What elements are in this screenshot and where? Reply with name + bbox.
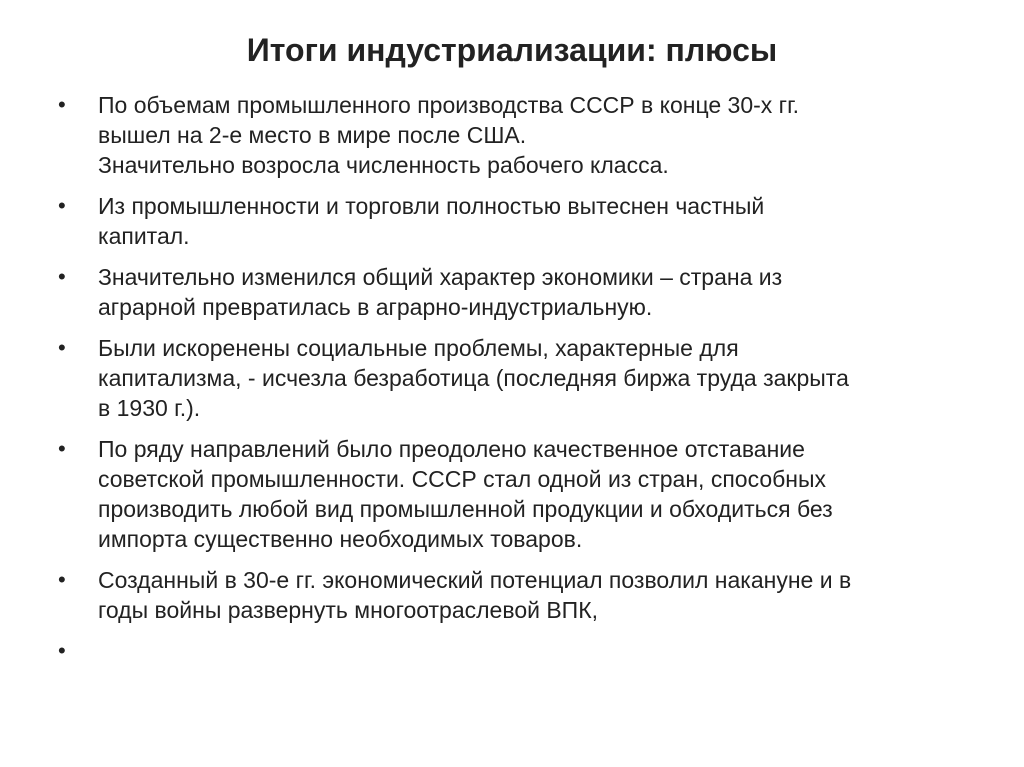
bullet-dot-icon: • bbox=[58, 92, 66, 117]
bullet-text-line: вышел на 2-е место в мире после США. bbox=[98, 122, 527, 148]
bullet-item bbox=[58, 262, 978, 322]
bullet-list bbox=[58, 90, 978, 677]
bullet-item bbox=[58, 90, 978, 180]
bullet-dot-icon: • bbox=[58, 567, 66, 592]
bullet-text-line: капитализма, - исчезла безработица (последняя биржа труда закрыта bbox=[98, 365, 849, 391]
bullet-dot-icon: • bbox=[58, 264, 66, 289]
bullet-text-line: импорта существенно необходимых товаров. bbox=[98, 526, 583, 552]
bullet-text-line: годы войны развернуть многоотраслевой ВПК, bbox=[98, 597, 599, 623]
bullet-text-line: Были искоренены социальные проблемы, характерные для bbox=[98, 335, 739, 361]
bullet-text-line: советской промышленности. СССР стал одной из стран, способных bbox=[98, 466, 827, 492]
bullet-item bbox=[58, 434, 978, 554]
bullet-item bbox=[58, 333, 978, 423]
bullet-text-line: Созданный в 30-е гг. экономический потенциал позволил накануне и в bbox=[98, 567, 852, 593]
bullet-dot-icon: • bbox=[58, 193, 66, 218]
bullet-text-line: Значительно возросла численность рабочего класса. bbox=[98, 152, 669, 178]
bullet-text-line: аграрной превратилась в аграрно-индустриальную. bbox=[98, 294, 653, 320]
bullet-text-line: Из промышленности и торговли полностью вытеснен частный bbox=[98, 193, 765, 219]
bullet-item bbox=[58, 565, 978, 625]
bullet-text-line: Значительно изменился общий характер экономики – страна из bbox=[98, 264, 783, 290]
bullet-dot-icon: • bbox=[58, 436, 66, 461]
bullet-text-line: капитал. bbox=[98, 223, 190, 249]
bullet-text-line: производить любой вид промышленной продукции и обходиться без bbox=[98, 496, 833, 522]
slide-title: Итоги индустриализации: плюсы bbox=[246, 32, 778, 68]
bullet-text-line-empty bbox=[98, 636, 978, 666]
bullet-dot-icon: • bbox=[58, 638, 66, 663]
bullet-text-line: в 1930 г.). bbox=[98, 395, 201, 421]
bullet-text-line: По объемам промышленного производства СССР в конце 30-х гг. bbox=[98, 92, 800, 118]
bullet-text-line: По ряду направлений было преодолено качественное отставание bbox=[98, 436, 805, 462]
bullet-item bbox=[58, 191, 978, 251]
bullet-item-empty bbox=[58, 636, 978, 666]
bullet-dot-icon: • bbox=[58, 335, 66, 360]
